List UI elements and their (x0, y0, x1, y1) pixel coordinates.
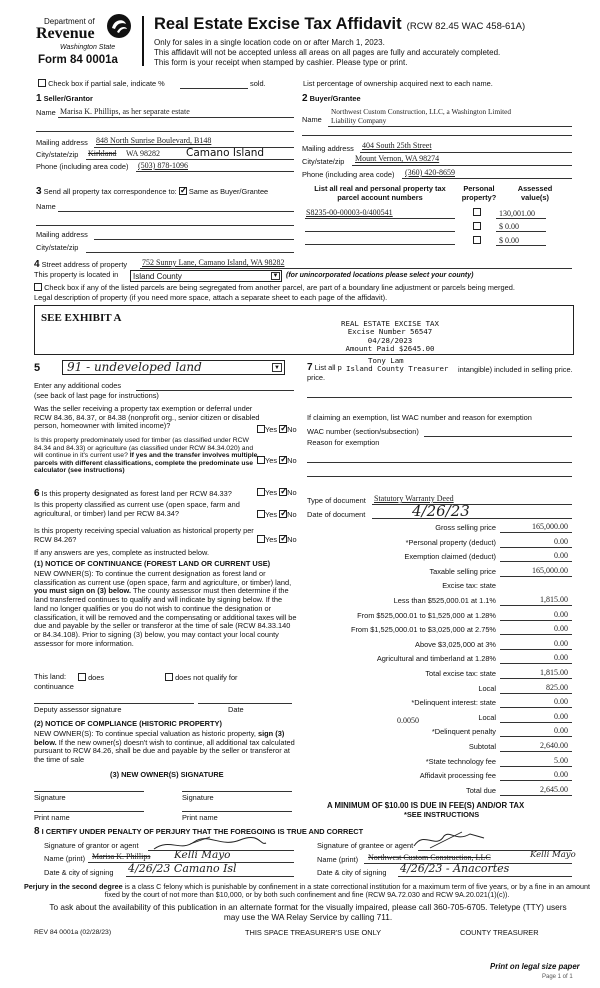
header-line3: This form is your receipt when stamped by cashier. Please type or print. (154, 58, 408, 67)
personal-checkbox-3[interactable] (473, 236, 481, 244)
owner-signature-label-1: Signature (34, 793, 66, 802)
same-as-buyer-label: Same as Buyer/Grantee (188, 187, 269, 196)
forest-row (34, 488, 232, 500)
personal-checkbox-1[interactable] (473, 208, 481, 216)
deputy-date-label: Date (228, 705, 244, 714)
correspondence-row (36, 186, 268, 198)
owner-print-line-1 (34, 811, 144, 812)
seller-city-struck: Kirkland (88, 149, 117, 158)
notice-continuance-a: NEW OWNER(S): To continue the current designation as forest land or classification as current use (open space, farm and agriculture, or timber) land, (34, 569, 292, 587)
notice-continuance-b: you must sign on (3) below. (34, 586, 132, 596)
tax-row-line (500, 634, 572, 635)
tax-row-value[interactable]: 0.00 (554, 551, 568, 560)
tax-row-value[interactable]: 0.00 (554, 610, 568, 619)
street-address[interactable]: 752 Sunny Lane, Camano Island, WA 98282 (142, 258, 285, 267)
stamp-treasurer: Island County Treasurer (346, 364, 449, 373)
buyer-name-label: Name (302, 115, 322, 124)
county-note: (for unincorporated locations please select your county) (286, 272, 474, 279)
exemption-no-checkbox[interactable] (279, 425, 287, 433)
grantee-signature-scribble (410, 828, 490, 852)
additional-codes-label: Enter any additional codes (34, 381, 122, 390)
if-any-label: If any answers are yes, complete as instructed below. (34, 548, 209, 557)
tax-row-label: Local (478, 713, 496, 722)
assessed-line-2 (496, 231, 546, 232)
tax-row-label: *Delinquent penalty (431, 727, 496, 736)
stamp-line3: 04/28/2023 (367, 335, 413, 345)
current-use-no-checkbox[interactable] (279, 510, 287, 518)
does-not-row (165, 673, 238, 683)
segregated-row (34, 283, 515, 293)
timber-yes-no (257, 456, 297, 466)
timber-question-note: If yes and the transfer involves multiple parcels with different classifications, complete the predominate use calculator (see instructions) (34, 452, 258, 475)
yes-label: Yes (265, 510, 278, 519)
tax-row-value[interactable]: 0.00 (554, 712, 568, 721)
grantee-name-label: Name (print) (317, 855, 359, 864)
timber-yes-checkbox[interactable] (257, 456, 265, 464)
grantor-sig-label: Signature of grantor or agent (44, 841, 139, 850)
see-back-label: (see back of last page for instructions) (34, 391, 159, 400)
tax-row-line (500, 547, 572, 548)
tax-row-value[interactable]: 1,815.00 (540, 595, 568, 604)
dept-line2: Revenue (36, 25, 95, 42)
tax-row-line (500, 707, 572, 708)
section6-number: 6 (34, 488, 40, 499)
forest-no-checkbox[interactable] (279, 488, 287, 496)
doc-date[interactable]: 4/26/23 (412, 502, 470, 520)
ownership-note: List percentage of ownership acquired next to each name. (303, 79, 493, 88)
tax-row-label: Above $3,025,000 at 3% (415, 640, 496, 649)
tax-row-label: Agricultural and timberland at 1.28% (376, 654, 496, 663)
tax-row-value[interactable]: 0.00 (554, 653, 568, 662)
buyer-name-2: Liability Company (331, 116, 387, 125)
parcel-line-3 (305, 244, 455, 245)
tax-row-value[interactable]: 165,000.00 (532, 566, 568, 575)
doc-type-line (372, 504, 572, 505)
perjury-text: is a class C felony which is punishable by confinement in a state correctional institution for a maximum term of five years, or by a fine in an amount fixed by the court of not more than $10,000, or by both such confinement and fine (RCW 9A.72.030 and RCW 9A.20.021(1)(c)). (104, 882, 591, 900)
notice-compliance-c: If the new owner(s) doesn't wish to continue, all additional tax calculated pursuant to RCW 84.26, shall be due and payable by the seller or transferor at the time of sale (34, 737, 295, 765)
exemption-yes-checkbox[interactable] (257, 425, 265, 433)
tax-row-label: From $525,000.01 to $1,525,000 at 1.28% (357, 611, 496, 620)
tax-row-line (500, 736, 572, 737)
header-line2: This affidavit will not be accepted unless all areas on all pages are fully and accurately completed. (154, 48, 501, 57)
buyer-mailing-label: Mailing address (302, 144, 354, 153)
land-use-code-select[interactable] (62, 360, 285, 375)
grantee-printed-name[interactable]: Northwest Custom Construction, LLC (368, 853, 491, 862)
tax-row-value[interactable]: 0.00 (554, 770, 568, 779)
partial-sold-label: sold. (250, 79, 266, 88)
section7-number: 7 (307, 362, 313, 373)
section7-text-c: price. (307, 373, 326, 382)
owner-print-label-2: Print name (182, 813, 218, 822)
minimum-due-note: A MINIMUM OF $10.00 IS DUE IN FEE(S) AND/OR TAX (327, 801, 525, 810)
grantee-sig-label: Signature of grantee or agent (317, 841, 414, 850)
buyer-city[interactable]: Mount Vernon, WA 98274 (355, 154, 440, 163)
grantee-date-label: Date & city of signing (317, 868, 387, 877)
seller-name-line (58, 117, 294, 118)
tax-row-line (500, 678, 572, 679)
additional-codes-line (136, 390, 294, 391)
seller-city-line (86, 159, 294, 160)
buyer-city-label: City/state/zip (302, 157, 345, 166)
this-land-label: This land: (34, 672, 67, 681)
dor-logo (30, 13, 130, 73)
tax-row-value[interactable]: 0.00 (554, 537, 568, 546)
new-owner-signature-title: (3) NEW OWNER(S) SIGNATURE (110, 770, 224, 779)
seller-phone-label: Phone (including area code) (36, 162, 129, 171)
tax-row-label: Affidavit processing fee (419, 771, 496, 780)
corr-name-line (58, 211, 294, 212)
tax-row-value[interactable]: 5.00 (554, 756, 568, 765)
section2-number: 2 (302, 93, 308, 104)
tax-row-line (500, 532, 572, 533)
partial-sale-label: Check box if partial sale, indicate % (48, 79, 165, 88)
assessed-value-1[interactable]: 130,001.00 (499, 209, 535, 218)
dept-line1: Department of (44, 17, 95, 26)
tax-row-label: Total due (466, 786, 496, 795)
corr-mailing-line (94, 239, 294, 240)
form-rcw: (RCW 82.45 WAC 458-61A) (406, 21, 526, 32)
owner-print-line-2 (182, 811, 292, 812)
does-not-checkbox[interactable] (165, 673, 173, 681)
continuance-label: continuance (34, 682, 74, 691)
notice-compliance-a: NEW OWNER(S): To continue special valuation as historic property, (34, 729, 258, 738)
no-label: No (287, 510, 297, 519)
correspondence-label: Send all property tax correspondence to: (43, 187, 177, 196)
does-not-label: does not qualify for (175, 673, 238, 682)
tax-row-line (500, 663, 572, 664)
seller-mailing-label: Mailing address (36, 138, 88, 147)
tax-row-label: Taxable selling price (429, 567, 496, 576)
tax-row-line (500, 605, 572, 606)
perjury-bold: Perjury in the second degree (23, 882, 123, 891)
no-label: No (287, 488, 297, 497)
county-treasurer-label: COUNTY TREASURER (460, 928, 539, 937)
grantor-date-label: Date & city of signing (44, 868, 114, 877)
parcel-account-1[interactable]: S8235-00-00003-0/400541 (306, 208, 393, 217)
current-use-yes-no (257, 510, 297, 520)
owner-print-label-1: Print name (34, 813, 70, 822)
seller-name-label: Name (36, 108, 56, 117)
seller-name[interactable]: Marisa K. Phillips, as her separate estate (60, 107, 190, 116)
section5-number: 5 (34, 362, 41, 374)
chevron-down-icon[interactable]: ▼ (272, 273, 279, 279)
doc-type-label: Type of document (307, 496, 366, 505)
see-instructions-note: *SEE INSTRUCTIONS (404, 810, 480, 819)
exemption-yes-no (257, 425, 297, 435)
tax-row-value[interactable]: 2,640.00 (540, 741, 568, 750)
seller-phone[interactable]: (503) 878-1096 (138, 161, 188, 170)
perjury-notice (22, 883, 592, 900)
buyer-mailing[interactable]: 404 South 25th Street (362, 141, 432, 150)
legal-description-box[interactable] (34, 305, 574, 355)
page-number: Page 1 of 1 (542, 974, 573, 980)
tax-row-line (500, 576, 572, 577)
doc-date-line (372, 518, 572, 519)
assessed-value-2[interactable]: $ 0.00 (499, 222, 519, 231)
street-line (140, 268, 572, 269)
tax-row-label: From $1,525,000.01 to $3,025,000 at 2.75% (350, 625, 496, 634)
tax-row-label: *Personal property (deduct) (405, 538, 496, 547)
section1-number: 1 (36, 93, 42, 104)
does-row (78, 673, 104, 683)
form-title-row (154, 15, 525, 34)
yes-label: Yes (265, 456, 278, 465)
doc-date-label: Date of document (307, 510, 366, 519)
assessed-line-3 (496, 245, 546, 246)
certify-statement: I CERTIFY UNDER PENALTY OF PERJURY THAT THE FOREGOING IS TRUE AND CORRECT (41, 827, 364, 836)
deputy-date-line (198, 703, 292, 704)
claim-exemption-label: If claiming an exemption, list WAC number and reason for exemption (307, 413, 532, 422)
tax-row-label: *Delinquent interest: state (411, 698, 496, 707)
seller-phone-line (136, 171, 294, 172)
notice-continuance-text (34, 570, 298, 649)
deputy-signature-label: Deputy assessor signature (34, 705, 122, 714)
tax-row-value[interactable]: 0.00 (554, 639, 568, 648)
grantee-handwritten-name: Kelli Mayo (530, 850, 576, 860)
legal-label: Legal description of property (if you need more space, attach a separate sheet to each page of the affidavit). (34, 293, 388, 302)
same-as-buyer-checkbox[interactable] (179, 187, 187, 195)
street-row (34, 259, 127, 271)
historic-yes-no (257, 535, 297, 545)
tax-row-line (500, 780, 572, 781)
street-label: Street address of property (41, 260, 128, 269)
seller-mailing[interactable]: 848 North Sunrise Boulevard, B148 (96, 136, 212, 145)
owner-sig-line-1 (34, 791, 144, 792)
seller-heading-label: Seller/Grantor (43, 94, 93, 103)
notice-continuance-title: (1) NOTICE OF CONTINUANCE (FOREST LAND OR CURRENT USE) (34, 559, 271, 568)
timber-question (34, 437, 259, 475)
historic-yes-checkbox[interactable] (257, 535, 265, 543)
grantee-date-line (398, 876, 572, 877)
county-value: Island County (133, 272, 182, 281)
personal-col-header: Personal property? (461, 184, 497, 202)
form-title: Real Estate Excise Tax Affidavit (154, 15, 402, 33)
tax-row-value[interactable]: 1,815.00 (540, 668, 568, 677)
buyer-name-line (328, 126, 572, 127)
timber-question-text: Is this property predominately used for timber (as classified under RCW 84.34 and 84.33) or agriculture (as classified under RCW 84.34.020) and will continue in it's current use? (34, 437, 254, 460)
stamp-line2: Excise Number 56547 (347, 327, 433, 337)
corr-name-label: Name (36, 202, 56, 211)
treasurer-space-label: THIS SPACE TREASURER'S USE ONLY (245, 928, 382, 937)
parcel-col-header: List all real and personal property tax parcel account numbers (314, 184, 446, 202)
no-label: No (287, 425, 297, 434)
wac-label: WAC number (section/subsection) (307, 427, 419, 436)
tax-row-line (500, 693, 572, 694)
tax-row-line (500, 751, 572, 752)
tax-row-value[interactable]: 2,645.00 (540, 785, 568, 794)
tax-row-value[interactable]: 0.00 (554, 726, 568, 735)
form-number: Form 84 0001a (38, 54, 118, 66)
partial-sale-checkbox[interactable] (38, 79, 46, 87)
notice-compliance-title: (2) NOTICE OF COMPLIANCE (HISTORIC PROPERTY) (34, 719, 222, 728)
corr-name-line2 (36, 225, 294, 226)
tax-row-value[interactable]: 825.00 (546, 683, 568, 692)
tax-row-label: Less than $525,000.01 at 1.1% (393, 596, 496, 605)
yes-label: Yes (265, 488, 278, 497)
tax-row-line (500, 722, 572, 723)
buyer-phone-line (402, 178, 572, 179)
parcel-line-2 (305, 231, 455, 232)
historic-no-checkbox[interactable] (279, 535, 287, 543)
land-use-code: 91 - undeveloped land (67, 360, 202, 374)
state-label: Washington State (60, 44, 116, 51)
forest-yes-no (257, 488, 297, 498)
no-label: No (287, 456, 297, 465)
buyer-name-1[interactable]: Northwest Custom Construction, LLC, a Washington Limited (331, 107, 512, 116)
grantee-date-city[interactable]: 4/26/23 - Anacortes (400, 862, 510, 875)
does-label: does (88, 673, 105, 682)
personal-property-line (307, 397, 572, 398)
tax-row-label: *State technology fee (425, 757, 496, 766)
current-use-question: Is this property classified as current use (open space, farm and agricultural, or timber) land per RCW 84.34? (34, 500, 240, 518)
legal-exhibit: SEE EXHIBIT A (41, 312, 122, 324)
corr-city-line (86, 252, 294, 253)
local-rate: 0.0050 (397, 716, 419, 725)
stamp-signature: Tony Lam (368, 356, 404, 365)
owner-signature-label-2: Signature (182, 793, 214, 802)
corr-mailing-label: Mailing address (36, 230, 88, 239)
timber-no-checkbox[interactable] (279, 456, 287, 464)
tax-row-label: Total excise tax: state (425, 669, 496, 678)
current-use-yes-checkbox[interactable] (257, 510, 265, 518)
buyer-heading (302, 93, 361, 105)
chevron-down-icon[interactable]: ▼ (272, 363, 282, 372)
county-select[interactable] (130, 270, 282, 282)
tax-row-label: Local (478, 684, 496, 693)
section7-text: List all p (314, 363, 342, 372)
tax-row-value[interactable]: 165,000.00 (532, 522, 568, 531)
parcel-line-1 (305, 218, 455, 219)
personal-checkbox-2[interactable] (473, 222, 481, 230)
tax-row-line (500, 649, 572, 650)
grantor-handwritten-name: Kelli Mayo (174, 849, 231, 861)
reason-line (307, 462, 572, 463)
partial-percent-line (180, 88, 248, 89)
tax-row-label: Exemption claimed (deduct) (404, 552, 496, 561)
notice-compliance-text (34, 730, 298, 765)
reason-label: Reason for exemption (307, 438, 380, 447)
this-land-row (34, 673, 66, 682)
grantor-date-line (126, 876, 294, 877)
seller-city[interactable]: WA 98282 (126, 149, 160, 158)
forest-question: Is this property designated as forest land per RCW 84.33? (41, 489, 232, 498)
stamp-line1: REAL ESTATE EXCISE TAX (341, 319, 439, 328)
tax-row-value[interactable]: 0.00 (554, 624, 568, 633)
doc-type[interactable]: Statutory Warranty Deed (374, 494, 454, 503)
stamp-line4: Amount Paid $2645.00 (345, 343, 435, 353)
section7-text-b: intangible) included in selling price. (458, 365, 573, 374)
assessed-line-1 (496, 218, 546, 219)
buyer-heading-label: Buyer/Grantee (309, 94, 361, 103)
buyer-name-line2 (302, 135, 572, 136)
notice-continuance-c: The county assessor must then determine if the land transferred continues to qualify and will indicate by signing below. If the land no longer qualifies or you do not wish to continue the designation or classification, it will be removed and the compensating or additional taxes will be due and payable by the seller or transferor at the time of sale (RCW 84.33.140 or 84.34.108). Prior to signing (3) below, you may contact your local county assessor for more information. (34, 586, 297, 648)
assessed-value-3[interactable]: $ 0.00 (499, 236, 519, 245)
partial-sale-row (38, 79, 165, 89)
yes-label: Yes (265, 425, 278, 434)
relay-notice: To ask about the availability of this publication in an alternate format for the visually impaired, please call 360-705-6705. Teletype (TTY) users may use the WA Relay Service by calling 711. (49, 902, 567, 922)
segregated-label: Check box if any of the listed parcels are being segregated from another parcel, are part of a boundary line adjustment or parcels being merged. (44, 283, 515, 292)
no-label: No (287, 535, 297, 544)
reason-line2 (307, 476, 572, 477)
exemption-question: Was the seller receiving a property tax exemption or deferral under RCW 84.36, 84.37, or 84.38 (nonprofit org., senior citizen or disabled person, homeowner with limited income)? (34, 404, 260, 431)
buyer-phone[interactable]: (360) 420-8659 (405, 168, 455, 177)
corr-city-label: City/state/zip (36, 243, 79, 252)
treasurer-stamp (335, 320, 445, 353)
section4-number: 4 (34, 259, 40, 270)
tax-row-value[interactable]: 0.00 (554, 697, 568, 706)
section3-number: 3 (36, 186, 42, 197)
tax-row-line (500, 561, 572, 562)
grantor-name-label: Name (print) (44, 854, 86, 863)
does-checkbox[interactable] (78, 673, 86, 681)
header-line1: Only for sales in a single location code on or after March 1, 2023. (154, 38, 385, 47)
tax-row-label: Subtotal (468, 742, 496, 751)
revision-label: REV 84 0001a (02/28/23) (34, 929, 112, 936)
seller-city-handwritten: Camano Island (186, 147, 265, 159)
grantor-printed-name[interactable]: Marisa K. Phillips (92, 852, 151, 861)
seller-name-line2 (36, 131, 294, 132)
buyer-city-line (352, 165, 572, 166)
dor-swirl-icon (106, 13, 132, 39)
section8-number: 8 (34, 826, 40, 837)
seller-heading (36, 93, 93, 105)
assessed-col-header: Assessed value(s) (517, 184, 553, 202)
wac-line (424, 436, 572, 437)
tax-row-label: Excise tax: state (442, 581, 496, 590)
historic-question: Is this property receiving special valuation as historical property per RCW 84.26? (34, 526, 254, 544)
tax-row-line (500, 766, 572, 767)
notice-compliance-b: sign (3) below. (34, 729, 285, 747)
buyer-phone-label: Phone (including area code) (302, 170, 395, 179)
tax-row-line (500, 620, 572, 621)
segregated-checkbox[interactable] (34, 283, 42, 291)
yes-label: Yes (265, 535, 278, 544)
grantor-date-city[interactable]: 4/26/23 Camano Isl (128, 862, 237, 875)
deputy-signature-line (34, 703, 194, 704)
forest-yes-checkbox[interactable] (257, 488, 265, 496)
owner-sig-line-2 (182, 791, 292, 792)
seller-city-label: City/state/zip (36, 150, 79, 159)
tax-row-line (500, 795, 572, 796)
print-legal-note: Print on legal size paper (490, 962, 580, 971)
located-label: This property is located in (34, 270, 119, 279)
buyer-mailing-line (360, 152, 572, 153)
section7-row (307, 362, 342, 374)
tax-row-label: Gross selling price (435, 523, 496, 532)
header-divider (142, 16, 144, 66)
